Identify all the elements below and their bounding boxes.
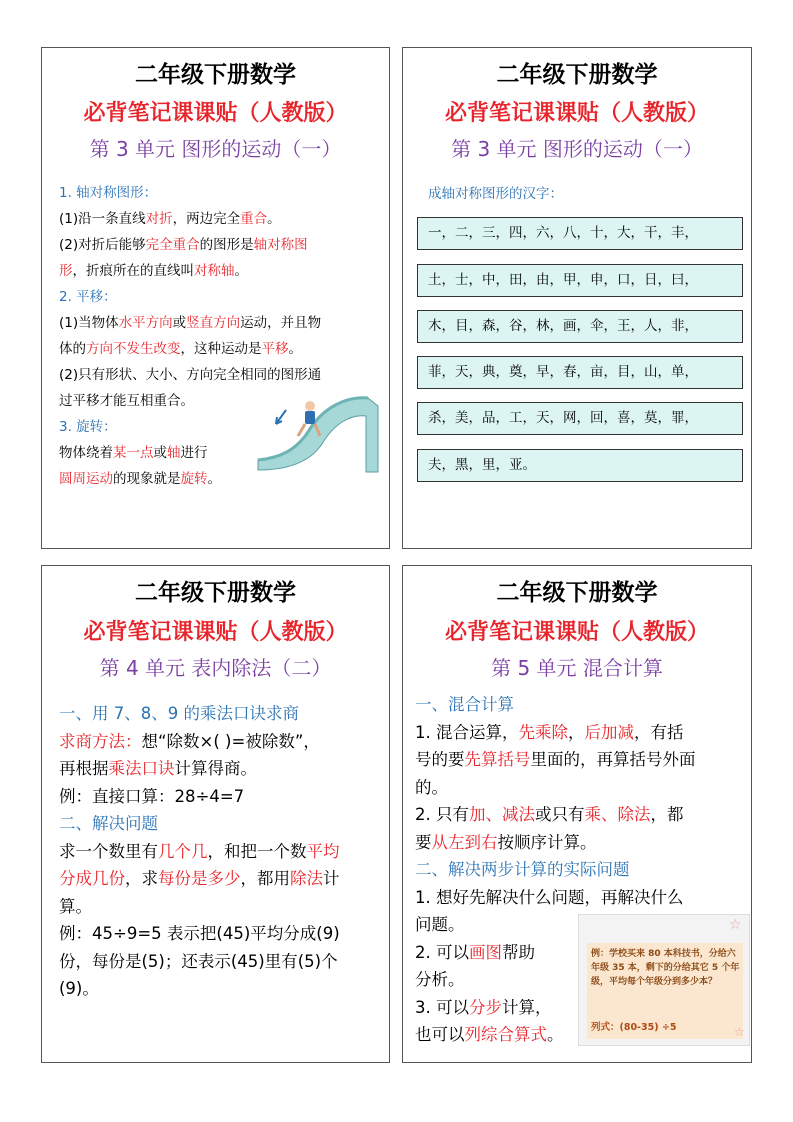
text-line: 号的要先算括号里面的，再算括号外面	[415, 750, 696, 769]
text-line: 也可以列综合算式。	[415, 1025, 564, 1044]
unit-title: 第 4 单元 表内除法（二）	[99, 656, 332, 680]
section-heading: 一、用 7、8、9 的乘法口诀求商	[59, 704, 299, 723]
unit-title: 第 5 单元 混合计算	[491, 656, 663, 680]
star-icon: ☆	[729, 917, 742, 933]
char-row: 一，二，三，四，六，八，十，大，干，丰，	[417, 217, 743, 250]
grade-title: 二年级下册数学	[496, 580, 658, 606]
text-line: 过平移才能互相重合。	[59, 393, 194, 409]
text-line: 2. 可以画图帮助	[415, 942, 535, 962]
text-line: 问题。	[415, 915, 465, 934]
unit-title: 第 3 单元 图形的运动（一）	[451, 137, 703, 161]
text-line: 求商方法：想“除数×( )=被除数”，	[59, 731, 320, 751]
text-line: (2)只有形状、大小、方向完全相同的图形通	[59, 367, 322, 383]
char-row: 土，士，中，田，由，甲，申，口，日，曰，	[417, 264, 743, 297]
text-line: (2)对折后能够完全重合的图形是轴对称图	[59, 237, 308, 253]
text-line: 再根据乘法口诀计算得商。	[59, 759, 257, 778]
card-unit3-characters	[402, 47, 752, 549]
section-heading: 1. 轴对称图形：	[59, 185, 158, 201]
char-row: 菲，天，典，奠，早，春，亩，目，山，单，	[417, 356, 743, 389]
section-heading: 2. 平移：	[59, 289, 117, 305]
text-line: 形，折痕所在的直线叫对称轴。	[59, 263, 248, 279]
chars-title: 成轴对称图形的汉字：	[428, 186, 563, 202]
notes-body	[59, 700, 389, 1003]
section-heading: 二、解决问题	[59, 814, 158, 833]
text-line: 要从左到右按顺序计算。	[415, 832, 597, 852]
text-line: 体的方向不发生改变，这种运动是平移。	[59, 341, 302, 357]
star-icon: ☆	[734, 1025, 745, 1039]
text-line: 1. 想好先解决什么问题，再解决什么	[415, 887, 684, 907]
text-line: 例：直接口算：28÷4=7	[59, 786, 245, 806]
subtitle: 必背笔记课课贴（人教版）	[83, 101, 348, 126]
text-line: 分析。	[415, 970, 465, 989]
section-heading: 二、解决两步计算的实际问题	[415, 860, 630, 879]
text-line: (1)沿一条直线对折，两边完全重合。	[59, 211, 281, 227]
text-line: 2. 只有加、减法或只有乘、除法，都	[415, 805, 684, 824]
example-formula: 列式：(80-35) ÷5	[591, 1022, 677, 1033]
text-line: (9)。	[59, 979, 99, 998]
child-head	[305, 401, 315, 411]
text-line: 份，每份是(5)；还表示(45)里有(5)个	[59, 951, 338, 971]
text-line: (1)当物体水平方向或竖直方向运动，并且物	[59, 315, 322, 331]
text-line: 的。	[415, 777, 448, 797]
grade-title: 二年级下册数学	[135, 62, 296, 88]
subtitle: 必背笔记课课贴（人教版）	[444, 101, 709, 126]
text-line: 3. 可以分步计算，	[415, 997, 552, 1017]
grade-title: 二年级下册数学	[135, 580, 296, 606]
section-heading: 一、混合计算	[415, 695, 514, 714]
text-line: 求一个数里有几个几，和把一个数平均	[59, 841, 340, 861]
section-heading: 3. 旋转：	[59, 419, 117, 435]
text-line: 算。	[59, 896, 92, 916]
card-unit5-mixed	[402, 565, 752, 1063]
subtitle: 必背笔记课课贴（人教版）	[444, 620, 709, 645]
example-note	[578, 914, 750, 1046]
char-row: 杀，美，品，工，天，网，回，喜，莫，罪，	[417, 402, 743, 435]
slide-illustration	[250, 392, 385, 477]
card-unit4-division	[41, 565, 390, 1063]
example-text: 例：学校买来 80 本科技书，分给六年级 35 本，剩下的分给其它 5 个年级，平均每个年级分到多少本？	[591, 949, 740, 987]
unit-title: 第 3 单元 图形的运动（一）	[89, 137, 342, 161]
text-line: 圆周运动的现象就是旋转。	[59, 471, 221, 487]
text-line: 物体绕着某一点或轴进行	[59, 445, 208, 461]
text-line: 分成几份，求每份是多少，都用除法计	[59, 869, 340, 888]
grade-title: 二年级下册数学	[496, 62, 658, 88]
text-line: 1. 混合运算，先乘除，后加减，有括	[415, 722, 684, 742]
char-row: 木，目，森，谷，林，画，伞，王，人，非，	[417, 310, 743, 343]
subtitle: 必背笔记课课贴（人教版）	[83, 620, 348, 645]
text-line: 例：45÷9=5 表示把(45)平均分成(9)	[59, 924, 340, 943]
char-row: 夫，黑，里，亚。	[417, 449, 743, 482]
card-unit3-motion	[41, 47, 390, 549]
